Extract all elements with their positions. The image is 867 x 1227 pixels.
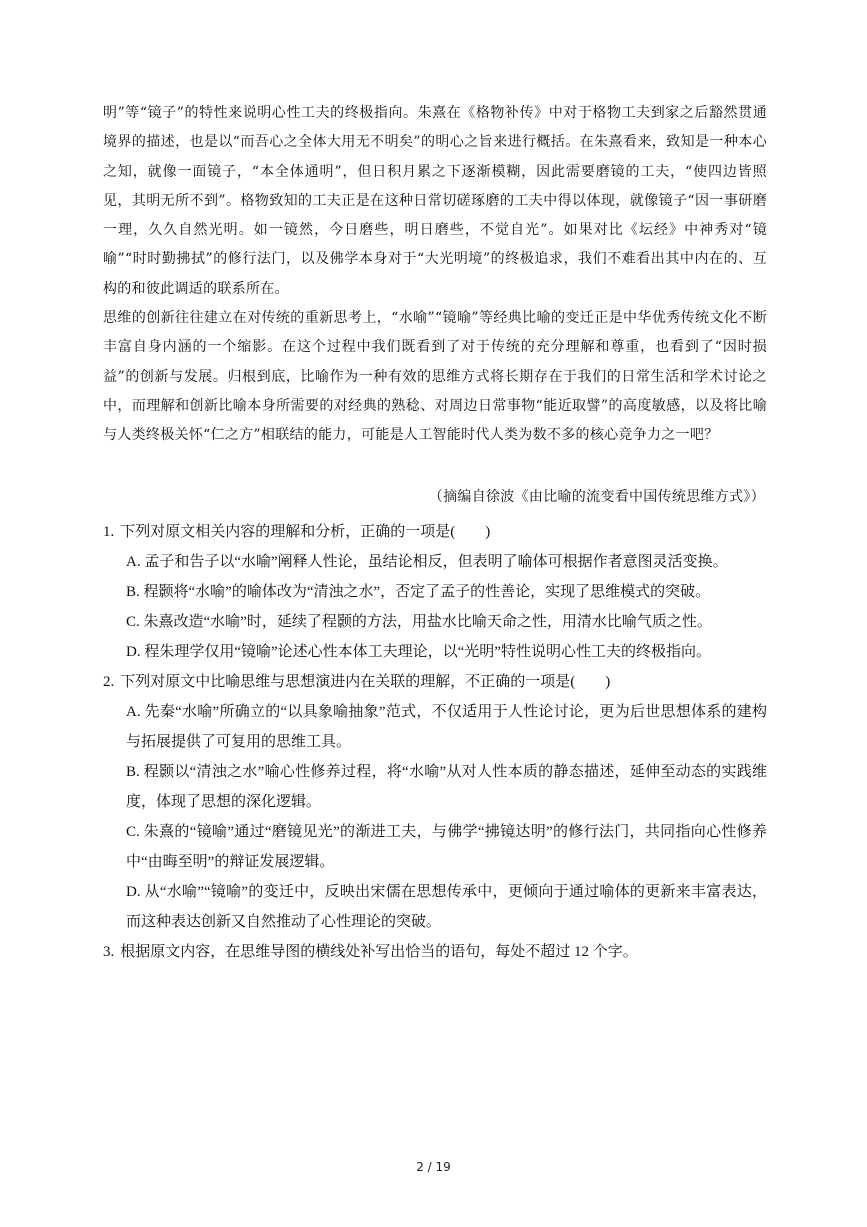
question-number: 1. [103, 524, 115, 540]
question-stem [103, 667, 767, 697]
question-text: 下列对原文中比喻思维与思想演进内在关联的理解，不正确的一项是( ) [120, 674, 611, 690]
passage-source-citation: （摘编自徐波《由比喻的流变看中国传统思维方式》） [428, 489, 765, 505]
question-number: 2. [103, 674, 115, 690]
question-text: 下列对原文相关内容的理解和分析，正确的一项是( ) [120, 524, 491, 540]
question-number: 3. [103, 944, 115, 960]
option-c: C. 朱熹改造“水喻”时，延续了程颢的方法，用盐水比喻天命之性，用清水比喻气质之性。 [126, 614, 712, 630]
option-list [103, 547, 767, 667]
option-b: B. 程颢将“水喻”的喻体改为“清浊之水”，否定了孟子的性善论，实现了思维模式的突破。 [126, 584, 711, 600]
question-stem [103, 937, 767, 967]
question-3 [103, 937, 767, 967]
question-1 [103, 517, 767, 667]
page-number-footer: 2 / 19 [416, 1160, 451, 1174]
question-stem [103, 517, 767, 547]
option-list [103, 697, 767, 937]
option-d: D. 从“水喻”“镜喻”的变迁中，反映出宋儒在思想传承中，更倾向于通过喻体的更新来丰富表达，而这种表达创新又自然推动了心性理论的突破。 [126, 884, 767, 930]
passage-paragraph: 思维的创新往往建立在对传统的重新思考上，“水喻”“镜喻”等经典比喻的变迁正是中华优秀传统文化不断丰富自身内涵的一个缩影。在这个过程中我们既看到了对于传统的充分理解和尊重，也看到了“因时损益”的创新与发展。归根到底，比喻作为一种有效的思维方式将长期存在于我们的日常生活和学术讨论之中，而理解和创新比喻本身所需要的对经典的熟稔、对周边日常事物“能近取譬”的高度敏感，以及将比喻与人类终极关怀“仁之方”相联结的能力，可能是人工智能时代人类为数不多的核心竞争力之一吧？ [103, 310, 767, 444]
option-a: A. 孟子和告子以“水喻”阐释人性论，虽结论相反，但表明了喻体可根据作者意图灵活变换。 [126, 554, 728, 570]
reading-passage [103, 99, 767, 451]
question-2 [103, 667, 767, 937]
option-c: C. 朱熹的“镜喻”通过“磨镜见光”的渐进工夫，与佛学“拂镜达明”的修行法门，共同指向心性修养中“由晦至明”的辩证发展逻辑。 [126, 824, 767, 870]
question-text: 根据原文内容，在思维导图的横线处补写出恰当的语句，每处不超过 12 个字。 [120, 944, 638, 960]
option-b: B. 程颢以“清浊之水”喻心性修养过程，将“水喻”从对人性本质的静态描述，延伸至动态的实践维度，体现了思想的深化逻辑。 [126, 764, 767, 810]
question-list [103, 517, 767, 967]
passage-paragraph: 明”等“镜子”的特性来说明心性工夫的终极指向。朱熹在《格物补传》中对于格物工夫到家之后豁然贯通境界的描述，也是以“而吾心之全体大用无不明矣”的明心之旨来进行概括。在朱熹看来，致知是一种本心之知，就像一面镜子，“本全体通明”，但日积月累之下逐渐模糊，因此需要磨镜的工夫，“使四边皆照见，其明无所不到”。格物致知的工夫正是在这种日常切磋琢磨的工夫中得以体现，就像镜子“因一事研磨一理，久久自然光明。如一镜然，今日磨些，明日磨些，不觉自光”。如果对比《坛经》中神秀对“镜喻”“时时勤拂拭”的修行法门，以及佛学本身对于“大光明境”的终极追求，我们不难看出其中内在的、互构的和彼此调适的联系所在。 [103, 105, 767, 297]
option-d: D. 程朱理学仅用“镜喻”论述心性本体工夫理论，以“光明”特性说明心性工夫的终极指向。 [126, 644, 711, 660]
option-a: A. 先秦“水喻”所确立的“以具象喻抽象”范式，不仅适用于人性论讨论，更为后世思想体系的建构与拓展提供了可复用的思维工具。 [126, 704, 767, 750]
